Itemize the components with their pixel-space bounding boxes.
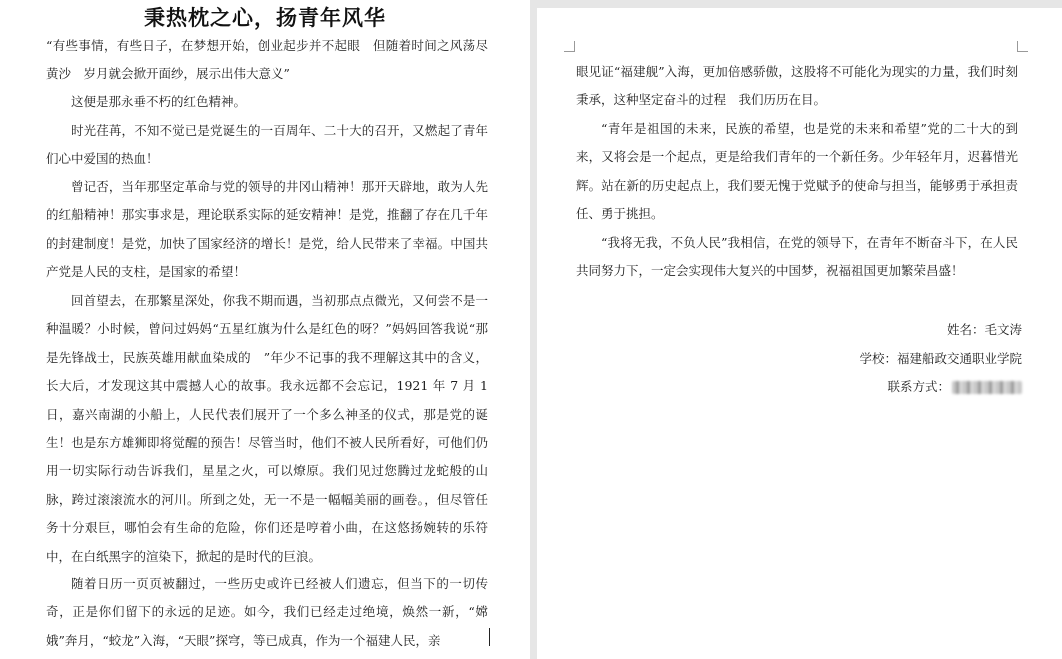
paragraph-4: 曾记否，当年那坚定革命与党的领导的井冈山精神！那开天辟地，敢为人先的红船精神！那实事求是，理论联系实际的延安精神！是党，推翻了存在几千年的封建制度！是党，加快了国家经济的增长！是党，给人民带来了幸福。中国共产党是人民的支柱，是国家的希望！ — [46, 179, 488, 280]
paragraph-1: “有些事情，有些日子，在梦想开始，创业起步并不起眼 但随着时间之风荡尽黄沙 岁月就会掀开面纱，展示出伟大意义” — [46, 38, 488, 82]
paragraph-5: 回首望去，在那繁星深处，你我不期而遇，当初那点点微光，又何尝不是一种温暖？小时候，曾问过妈妈“五星红旗为什么是红色的呀？”妈妈回答我说“那是先锋战士，民族英雄用献血染成的 ”年少不记事的我不理解这其中的含义，长大后，才发现这其中震撼人心的故事。我永远都不会忘记，1921 年 7 月 1 日，嘉兴南湖的小船上，人民代表们展开了一个多么神圣的仪式，那是党的诞生！也是东方雄狮即将觉醒的预告！尽管当时，他们不被人民所看好，可他们仍用一切实际行动告诉我们，星星之火，可以燎原。我们见过您腾过龙蛇般的山脉，跨过滚滚流水的河川。所到之处，无一不是一幅幅美丽的画卷。，但尽管任务十分艰巨，哪怕会有生命的危险，你们还是哼着小曲，在这悠扬婉转的乐符中，在白纸黑字的渲染下，掀起的是时代的巨浪。 — [46, 293, 488, 564]
paragraph-8: “青年是祖国的未来，民族的希望，也是党的未来和希望”党的二十大的到来，又将会是一个起点，更是给我们青年的一个新任务。少年轻年月，迟暮惜光辉。站在新的历史起点上，我们要无愧于党赋予的使命与担当，能够勇于承担责任、勇于挑担。 — [576, 121, 1018, 222]
document-page-left — [0, 0, 530, 659]
redacted-contact — [952, 381, 1022, 394]
paragraph-7: 眼见证“福建舰”入海，更加倍感骄傲，这股将不可能化为现实的力量，我们时刻秉承，这种坚定奋斗的过程 我们历历在目。 — [576, 64, 1018, 108]
paragraph-3: 时光荏苒，不知不觉已是党诞生的一百周年、二十大的召开，又燃起了青年们心中爱国的热血！ — [46, 123, 488, 167]
paragraph-9: “我将无我，不负人民”我相信，在党的领导下，在青年不断奋斗下，在人民共同努力下，一定会实现伟大复兴的中国梦，祝福祖国更加繁荣昌盛！ — [576, 235, 1018, 279]
document-title: 秉热枕之心，扬青年风华 — [144, 6, 386, 30]
margin-corner-mark — [564, 41, 575, 52]
signature-school: 学校：福建船政交通职业学院 — [859, 351, 1022, 366]
document-page-right — [537, 8, 1062, 659]
signature-name: 姓名：毛文涛 — [946, 322, 1022, 337]
margin-corner-mark — [1017, 41, 1028, 52]
paragraph-2: 这便是那永垂不朽的红色精神。 — [71, 94, 247, 109]
paragraph-6: 随着日历一页页被翻过，一些历史或许已经被人们遗忘，但当下的一切传奇，正是你们留下的永远的足迹。如今，我们已经走过绝境，焕然一新，“嫦娥”奔月，“蛟龙”入海，“天眼”探穹，等已成真，作为一个福建人民，亲 — [46, 576, 488, 648]
signature-contact — [887, 377, 1022, 395]
contact-label: 联系方式： — [887, 379, 950, 394]
text-cursor — [489, 628, 490, 646]
